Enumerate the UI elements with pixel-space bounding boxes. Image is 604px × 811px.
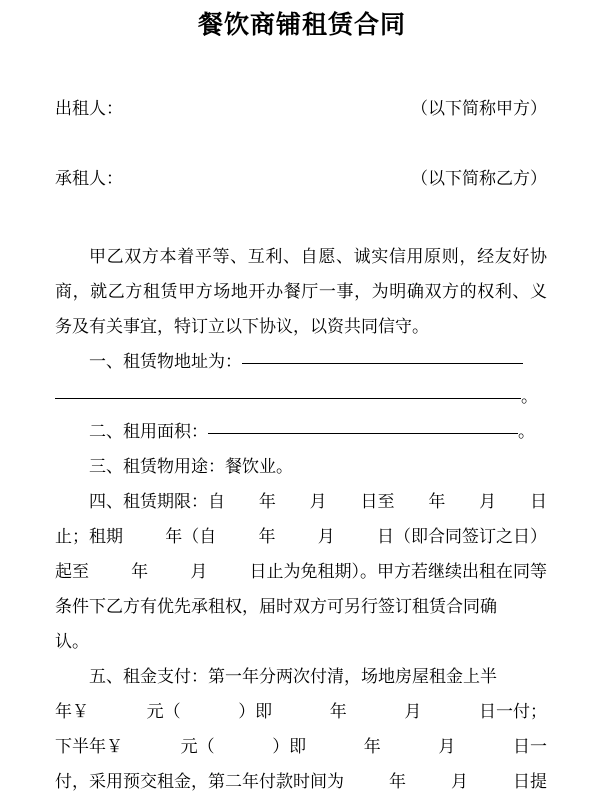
term-start-month-blank[interactable]: 月 bbox=[309, 492, 327, 512]
clause-four-line-4 bbox=[55, 590, 547, 625]
clause-two-line bbox=[55, 415, 547, 450]
contract-body bbox=[55, 240, 547, 800]
first-half-amount-words-blank[interactable]: ）即 bbox=[238, 702, 273, 722]
term-stop-label: 止；租期 bbox=[55, 527, 123, 547]
term-end-day-blank[interactable]: 日 bbox=[529, 492, 547, 512]
second-half-month-blank[interactable]: 月 bbox=[438, 737, 456, 757]
lessee-alias: （以下简称乙方） bbox=[411, 169, 547, 189]
term-start-year-blank[interactable]: 年 bbox=[258, 492, 276, 512]
clause-two-period: 。 bbox=[518, 422, 535, 442]
lessor-label: 出租人： bbox=[55, 99, 123, 119]
second-half-day-note: 日一 bbox=[512, 737, 547, 757]
clause-one-label: 一、租赁物地址为： bbox=[89, 352, 242, 372]
clause-four-line-1 bbox=[55, 485, 547, 520]
free-end-year-blank[interactable]: 年 bbox=[131, 562, 149, 582]
second-half-currency-label: 下半年￥ bbox=[55, 737, 123, 757]
second-half-amount-blank[interactable]: 元（ bbox=[180, 737, 215, 757]
term-years-blank[interactable]: 年（自 bbox=[165, 527, 217, 547]
second-half-amount-words-blank[interactable]: ）即 bbox=[272, 737, 307, 757]
first-half-currency-label: 年￥ bbox=[55, 702, 89, 722]
clause-one-line-1 bbox=[55, 345, 547, 380]
clause-five-intro: 五、租金支付：第一年分两次付清，场地房屋租金上半 bbox=[89, 667, 497, 687]
lessee-label: 承租人： bbox=[55, 169, 123, 189]
lessor-alias: （以下简称甲方） bbox=[411, 99, 547, 119]
party-row-lessor bbox=[55, 97, 547, 121]
first-half-amount-blank[interactable]: 元（ bbox=[146, 702, 181, 722]
first-half-month-blank[interactable]: 月 bbox=[404, 702, 422, 722]
clause-three-line bbox=[55, 450, 547, 485]
page-title: 餐饮商铺租赁合同 bbox=[197, 10, 406, 39]
clause-five-line-4 bbox=[55, 765, 547, 800]
clause-four-end: 认。 bbox=[55, 632, 89, 652]
free-start-year-blank[interactable]: 年 bbox=[258, 527, 276, 547]
free-start-day-note: 日（即合同签订之日） bbox=[377, 527, 547, 547]
clause-four-continuation: 条件下乙方有优先承租权，届时双方可另行签订租赁合同确 bbox=[55, 597, 497, 617]
clause-one-period: 。 bbox=[521, 387, 538, 407]
address-blank-line-2[interactable] bbox=[55, 398, 521, 399]
free-end-month-blank[interactable]: 月 bbox=[190, 562, 208, 582]
free-start-month-blank[interactable]: 月 bbox=[317, 527, 335, 547]
clause-four-line-5 bbox=[55, 625, 547, 660]
address-blank-line-1[interactable] bbox=[242, 363, 523, 364]
second-half-year-blank[interactable]: 年 bbox=[363, 737, 381, 757]
party-row-lessee bbox=[55, 167, 547, 191]
term-start-day-blank[interactable]: 日至 bbox=[360, 492, 395, 512]
first-half-year-blank[interactable]: 年 bbox=[329, 702, 347, 722]
clause-five-line-2 bbox=[55, 695, 547, 730]
preamble-paragraph: 甲乙双方本着平等、互利、自愿、诚实信用原则，经友好协商，就乙方租赁甲方场地开办餐厅一事，为明确双方的权利、义务及有关事宜，特订立以下协议，以资共同信守。 bbox=[55, 247, 547, 337]
second-year-day-note: 日提 bbox=[513, 772, 547, 792]
clause-two-label: 二、租用面积： bbox=[89, 422, 208, 442]
clause-four-line-3 bbox=[55, 555, 547, 590]
clause-three-text: 三、租赁物用途：餐饮业。 bbox=[89, 457, 293, 477]
first-half-day-note: 日一付； bbox=[478, 702, 547, 722]
area-blank-line[interactable] bbox=[208, 433, 518, 434]
free-end-day-note: 日止为免租期）。甲方若继续出租在同等 bbox=[249, 562, 547, 582]
clause-five-line-1 bbox=[55, 660, 547, 695]
term-end-year-blank[interactable]: 年 bbox=[428, 492, 446, 512]
second-year-year-blank[interactable]: 年 bbox=[389, 772, 406, 792]
free-end-label: 起至 bbox=[55, 562, 89, 582]
clause-four-line-2 bbox=[55, 520, 547, 555]
clause-five-line-3 bbox=[55, 730, 547, 765]
term-end-month-blank[interactable]: 月 bbox=[479, 492, 497, 512]
clause-four-intro: 四、租赁期限：自 bbox=[89, 492, 225, 512]
second-year-payment-label: 付，采用预交租金，第二年付款时间为 bbox=[55, 772, 344, 792]
clause-one-line-2 bbox=[55, 380, 547, 415]
second-year-month-blank[interactable]: 月 bbox=[451, 772, 468, 792]
